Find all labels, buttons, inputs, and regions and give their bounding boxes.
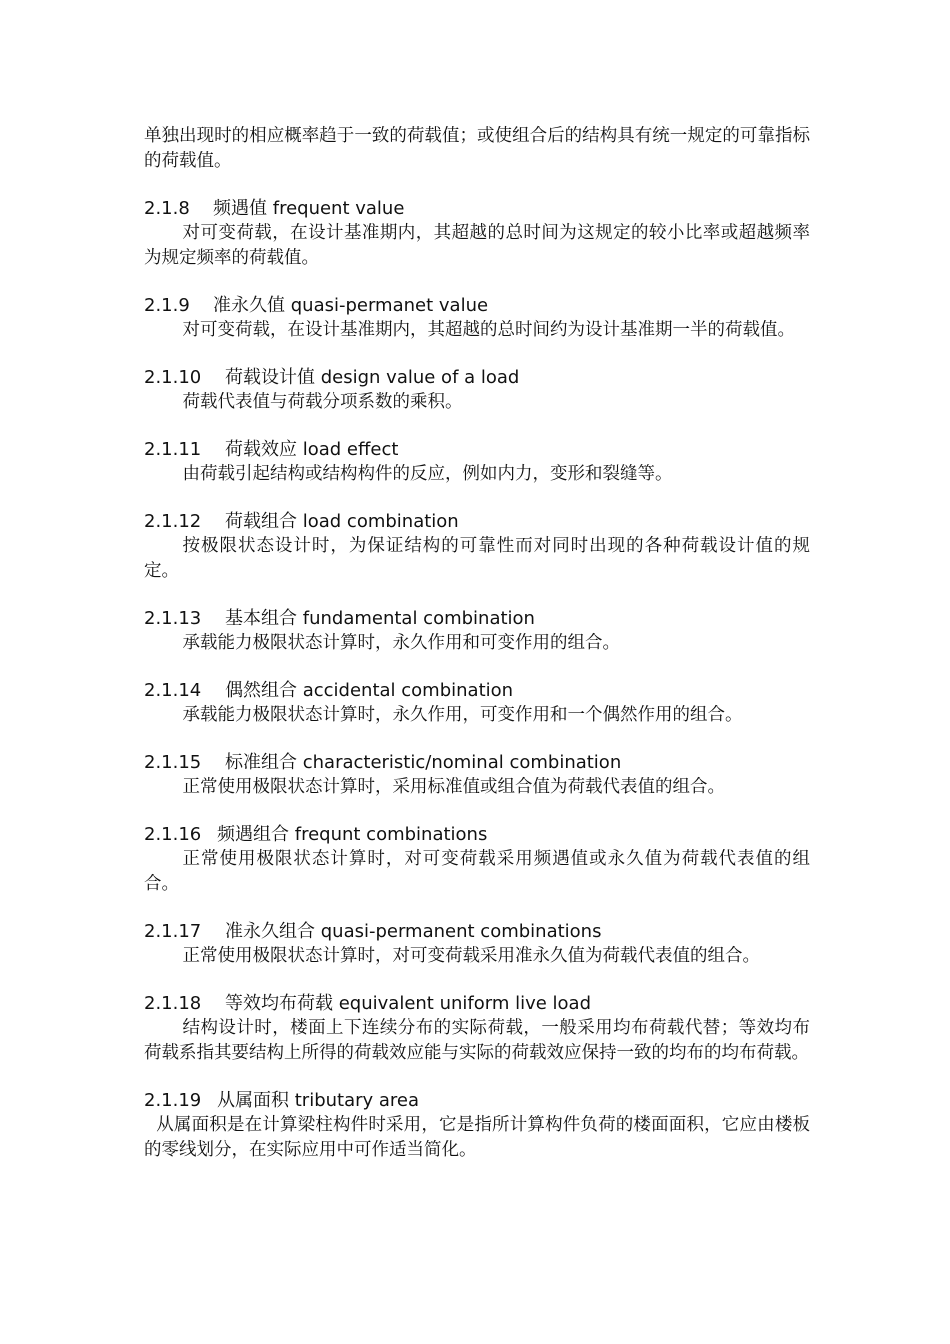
term-english: equivalent uniform live load [338,993,592,1014]
definition-body: 正常使用极限状态计算时，采用标准值或组合值为荷载代表值的组合。 [182,777,725,797]
term-english: tributary area [294,1090,420,1111]
clause-number: 2.1.8 [144,198,190,219]
term-chinese: 荷载效应 [225,439,297,460]
term-chinese: 频遇组合 [217,824,289,845]
term-chinese: 偶然组合 [225,680,297,701]
clause-number: 2.1.13 [144,608,202,629]
term-chinese: 基本组合 [225,608,297,629]
definition-body: 承载能力极限状态计算时，永久作用，可变作用和一个偶然作用的组合。 [182,705,743,725]
term-english: quasi-permanet value [290,295,489,316]
clause-number: 2.1.16 [144,824,202,845]
definition-body: 对可变荷载，在设计基准期内，其超越的总时间为这规定的较小比率或超越频率为规定频率的荷载值。 [144,223,810,268]
definition-entry [144,919,810,969]
term-english: load combination [302,511,459,532]
definition-entry [144,365,810,415]
definition-body: 承载能力极限状态计算时，永久作用和可变作用的组合。 [182,633,620,653]
intro-paragraph: 单独出现时的相应概率趋于一致的荷载值；或使组合后的结构具有统一规定的可靠指标的荷载值。 [144,126,810,171]
definition-body: 正常使用极限状态计算时，对可变荷载采用频遇值或永久值为荷载代表值的组合。 [144,849,810,894]
clause-number: 2.1.18 [144,993,202,1014]
clause-number: 2.1.9 [144,295,190,316]
definition-body: 由荷载引起结构或结构构件的反应，例如内力，变形和裂缝等。 [182,464,673,484]
term-chinese: 频遇值 [213,198,267,219]
clause-number: 2.1.11 [144,439,202,460]
term-chinese: 荷载设计值 [225,367,315,388]
definition-body: 对可变荷载，在设计基准期内，其超越的总时间约为设计基准期一半的荷载值。 [182,320,795,340]
definition-entry [144,606,810,656]
term-english: accidental combination [302,680,514,701]
definition-entry [144,437,810,487]
definition-heading [144,437,810,462]
clause-number: 2.1.14 [144,680,202,701]
definition-entry [144,196,810,271]
term-english: characteristic/nominal combination [302,752,622,773]
term-english: load effect [302,439,399,460]
term-chinese: 荷载组合 [225,511,297,532]
definition-entry [144,1088,810,1163]
term-english: design value of a load [320,367,520,388]
clause-number: 2.1.10 [144,367,202,388]
definition-body: 结构设计时，楼面上下连续分布的实际荷载，一般采用均布荷载代替；等效均布荷载系指其要结构上所得的荷载效应能与实际的荷载效应保持一致的均布的均布荷载。 [144,1018,810,1063]
definition-heading [144,919,810,944]
term-english: fundamental combination [302,608,535,629]
term-english: frequent value [272,198,405,219]
definition-body: 按极限状态设计时，为保证结构的可靠性而对同时出现的各种荷载设计值的规定。 [144,536,810,581]
definition-body: 正常使用极限状态计算时，对可变荷载采用准永久值为荷载代表值的组合。 [182,946,760,966]
definition-heading [144,750,810,775]
definition-entry [144,822,810,897]
clause-number: 2.1.12 [144,511,202,532]
definition-heading [144,822,810,847]
term-english: quasi-permanent combinations [320,921,602,942]
term-chinese: 准永久值 [213,295,285,316]
definition-entry [144,509,810,584]
definition-heading [144,365,810,390]
term-chinese: 标准组合 [225,752,297,773]
definition-body: 荷载代表值与荷载分项系数的乘积。 [182,392,463,412]
clause-number: 2.1.15 [144,752,202,773]
definition-heading [144,293,810,318]
term-chinese: 准永久组合 [225,921,315,942]
definition-heading [144,678,810,703]
clause-number: 2.1.19 [144,1090,202,1111]
term-chinese: 等效均布荷载 [225,993,333,1014]
definition-heading [144,991,810,1016]
definition-heading [144,606,810,631]
document-page [144,124,810,1163]
definition-heading [144,509,810,534]
definition-entry [144,991,810,1066]
clause-number: 2.1.17 [144,921,202,942]
definition-body: 从属面积是在计算梁柱构件时采用，它是指所计算构件负荷的楼面面积，它应由楼板的零线划分，在实际应用中可作适当简化。 [144,1115,810,1160]
definition-heading [144,1088,810,1113]
definition-entry [144,293,810,343]
term-english: frequnt combinations [294,824,488,845]
definition-entry [144,678,810,728]
term-chinese: 从属面积 [217,1090,289,1111]
definition-heading [144,196,810,221]
definition-entry [144,750,810,800]
